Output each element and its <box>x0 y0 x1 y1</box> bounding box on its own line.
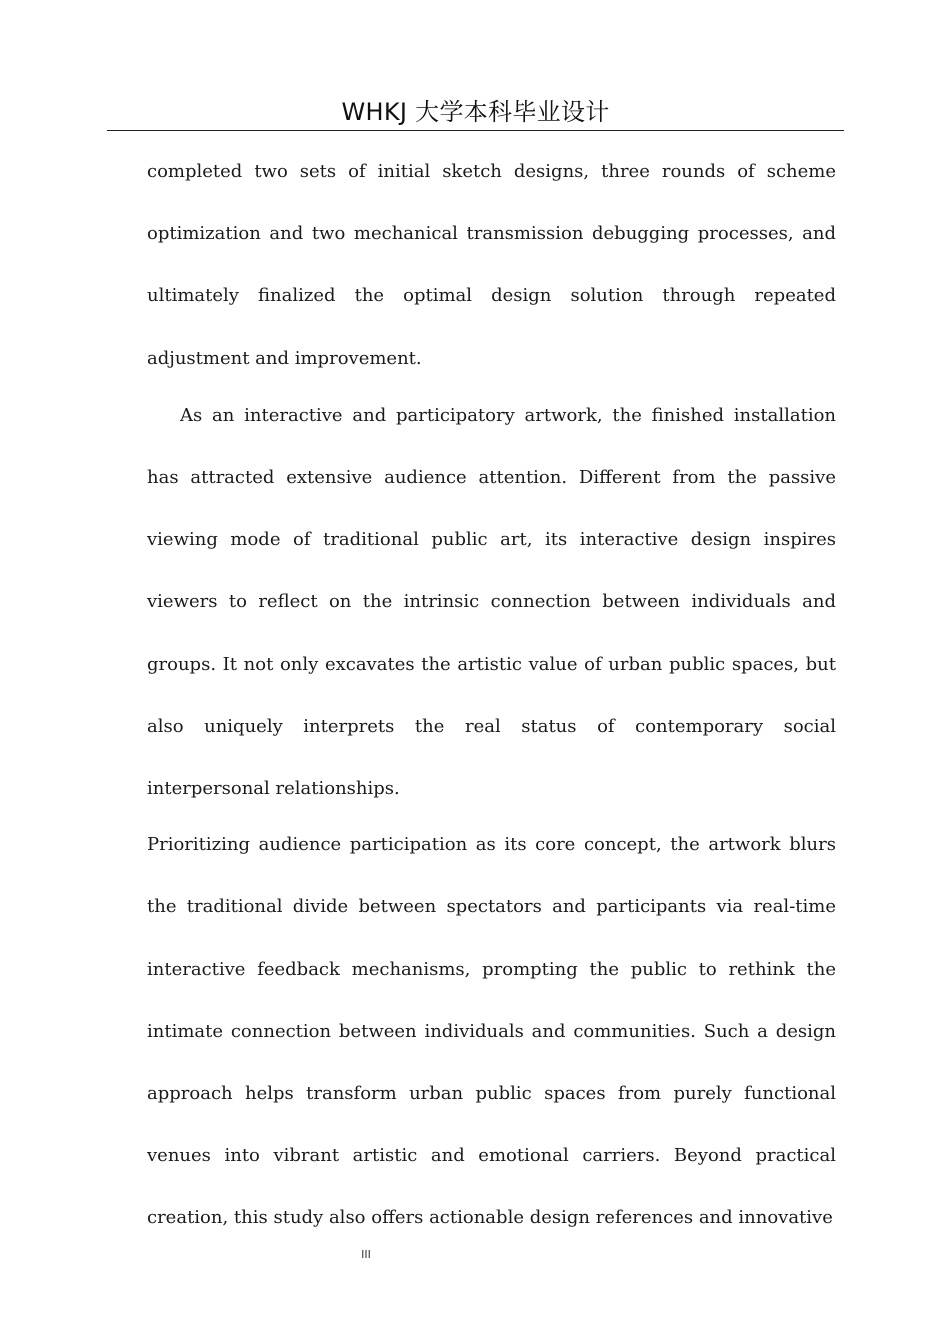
paragraph-audience-participation: Prioritizing audience participation as its core concept, the artwork blurs the traditional divide between spectators and participants via real-time interactive feedback mechanisms, prompting the public to rethink the intimate connection between individuals and communities. Such a design approach helps transform urban public spaces from purely functional venues into vibrant artistic and emotional carriers. Beyond practical creation, this study also offers actionable design references and innovative <box>147 834 836 1229</box>
page-header <box>107 96 844 131</box>
document-header-title: WHKJ 大学本科毕业设计 <box>341 98 610 126</box>
paragraph-continued: completed two sets of initial sketch designs, three rounds of scheme optimization and two mechanical transmission debugging processes, and ultimately finalized the optimal design solution through repeated adjustment and improvement. <box>147 161 836 369</box>
paragraph-interactive-artwork: As an interactive and participatory artwork, the finished installation has attracted extensive audience attention. Different from the passive viewing mode of traditional public art, its interactive design inspires viewers to reflect on the intrinsic connection between individuals and groups. It not only excavates the artistic value of urban public spaces, but also uniquely interprets the real status of contemporary social interpersonal relationships. <box>147 404 836 800</box>
body-text <box>147 141 836 1250</box>
page-number: III <box>361 1248 371 1261</box>
